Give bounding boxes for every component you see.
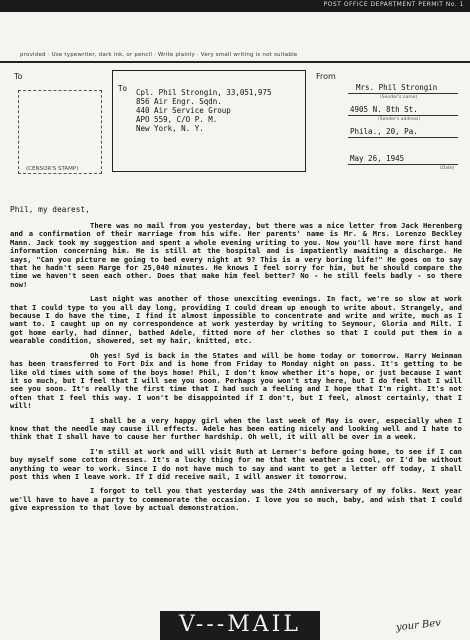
censor-stamp-label: (CENSOR'S STAMP) (26, 166, 79, 172)
date-caption: (Date) (440, 166, 455, 171)
to-inner-label: To (118, 84, 128, 93)
salutation: Phil, my dearest, (10, 205, 90, 214)
sender-city-line (348, 137, 458, 138)
paragraph: Last night was another of those unexciting evenings. In fact, we're so slow at work that I could type to you all day long, providing I could dream up enough to write about. Strangely, and because I do have the time, I find it almost impossible to concentrate and write and write, much as I want to. I caught up on my correspondence at work yesterday by writing to Seymour, Gloria and Milt. I got home early, had dinner, bathed Adele, fitted more of her clothes so that I could put them in a wearable condition, showered, set my hair, knitted, etc. (10, 294, 462, 346)
top-rule (0, 61, 470, 63)
paragraph: I'm still at work and will visit Ruth at Lerner's before going home, to see if I can buy myself some cotton dresses. It's a lucky thing for me that the weather is cool, or I'd be without anything to wear to work. Since I do not have much to say and want to get a letter off today, I shall post this when I leave work. If I did receive mail, I will answer it tomorrow. (10, 446, 462, 481)
recipient-line: New York, N. Y. (136, 124, 204, 133)
date-line (348, 164, 458, 165)
department-text: POST OFFICE DEPARTMENT PERMIT No. 1 (323, 1, 464, 8)
recipient-line: 440 Air Service Group (136, 106, 231, 115)
sender-name-line (348, 93, 458, 94)
recipient-line: 856 Air Engr. Sqdn. (136, 97, 222, 106)
recipient-line: Cpl. Phil Strongin, 33,051,975 (136, 88, 272, 97)
letter-body (10, 222, 462, 519)
sender-name-caption: (Sender's name) (380, 95, 418, 100)
vmail-logo: V---MAIL (179, 612, 301, 637)
paragraph: I forgot to tell you that yesterday was the 24th anniversary of my folks. Next year we'll have to have a party to commemorate the occasion. I love you so much, baby, and wish that I could give expression to that love by actual demonstration. (10, 486, 462, 513)
from-label: From (316, 72, 336, 81)
instructions: provided · Use typewriter, dark ink, or pencil · Write plainly · Very small writing is not suitable (20, 52, 298, 58)
letter-date: May 26, 1945 (350, 154, 405, 163)
sender-address: 4905 N. 8th St. (350, 105, 418, 114)
top-strip (0, 0, 470, 12)
paragraph: Oh yes! Syd is back in the States and will be home today or tomorrow. Harry Weinman has been transferred to Fort Dix and is home from Friday to Monday night on pass. It's getting to be like old times with some of the boys home! Phil, I don't know whether it's hope, or just because I want it so much, but I feel that I will see you soon. Perhaps you won't stay here, but I do feel that I will see you soon. It's really the first time that I had such a feeling and I hope that I'm right. It's not often that I feel this way. I won't be disappointed if I don't, but I feel, almost certainly, that I will! (10, 350, 462, 411)
recipient-line: APO 559, C/O P. M. (136, 115, 218, 124)
paragraph: I shall be a very happy girl when the last week of May is over, especially when I know that the needle may cause ill effects. Adele has been eating nicely and looking well and I hate to think that I shall have to cause her further hardship. Oh well, it will all be over in a week. (10, 415, 462, 442)
paragraph: There was no mail from you yesterday, but there was a nice letter from Jack Herenberg and a confirmation of their marriage from his wife. Her parents' name is Mr. & Mrs. Lorenzo Beckley Mann. Jack took my suggestion and spent a whole evening writing to you. Now you'll have more first hand information concerning him. He is still at the hospital and is impatiently awaiting a discharge. He says, "Can you picture me going to bed every night at 9? This is a very boring life!" He goes on to say that he hadn't seen Marge for 25,040 minutes. He knows I feel sorry for him, but he should compare the time we haven't seen each other. Does that make him feel better? No - he still feels badly - so there now! (10, 221, 462, 289)
signature: your Bev (395, 617, 442, 634)
sender-address-caption: (Sender's address) (378, 117, 421, 122)
sender-name: Mrs. Phil Strongin (356, 83, 438, 92)
sender-city: Phila., 20, Pa. (350, 127, 418, 136)
to-label: To (14, 72, 23, 81)
censor-stamp-box (18, 90, 102, 174)
sender-address-line (348, 115, 458, 116)
